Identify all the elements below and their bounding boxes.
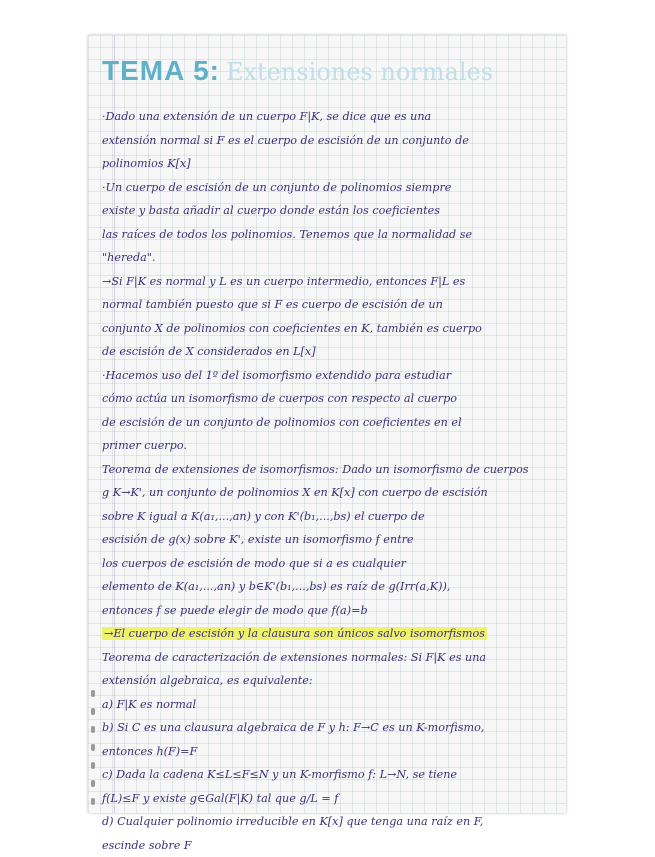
- binding-holes: [88, 690, 102, 810]
- note-text: sobre K igual a K(a₁,...,an) y con K'(b₁,...,bs) el cuerpo de: [102, 510, 425, 523]
- note-line: [102, 646, 558, 670]
- note-line: [102, 669, 558, 693]
- note-line: [102, 387, 558, 411]
- binding-hole: [91, 726, 95, 733]
- note-line: [102, 293, 558, 317]
- note-line: [102, 834, 558, 857]
- note-text: Teorema de caracterización de extensiones normales: Si F|K es una: [102, 651, 486, 664]
- note-line: [102, 552, 558, 576]
- note-text: las raíces de todos los polinomios. Tenemos que la normalidad se: [102, 228, 472, 241]
- note-text: primer cuerpo.: [102, 439, 187, 452]
- note-text: g K→K', un conjunto de polinomios X en K[x] con cuerpo de escisión: [102, 486, 488, 499]
- note-line: [102, 246, 558, 270]
- note-line: [102, 176, 558, 200]
- note-text: extensión normal si F es el cuerpo de escisión de un conjunto de: [102, 134, 469, 147]
- note-text: ·Hacemos uso del 1º del isomorfismo extendido para estudiar: [102, 369, 451, 382]
- note-line: [102, 270, 558, 294]
- binding-hole: [91, 690, 95, 697]
- note-text: entonces h(F)=F: [102, 745, 197, 758]
- note-line: [102, 105, 558, 129]
- note-line: [102, 199, 558, 223]
- title-main: TEMA 5:: [102, 55, 220, 86]
- note-line: [102, 716, 558, 740]
- notes-body: [102, 105, 558, 857]
- note-text: b) Si C es una clausura algebraica de F y h: F→C es un K-morfismo,: [102, 721, 484, 734]
- note-text: de escisión de un conjunto de polinomios con coeficientes en el: [102, 416, 462, 429]
- note-line: [102, 129, 558, 153]
- note-text: "hereda".: [102, 251, 155, 264]
- binding-hole: [91, 762, 95, 769]
- note-line: [102, 810, 558, 834]
- highlighted-text: →El cuerpo de escisión y la clausura son únicos salvo isomorfismos: [102, 627, 487, 640]
- binding-hole: [91, 744, 95, 751]
- note-text: f(L)≤F y existe g∈Gal(F|K) tal que g/L = f: [102, 792, 338, 805]
- binding-hole: [91, 708, 95, 715]
- note-text: extensión algebraica, es equivalente:: [102, 674, 313, 687]
- notebook-page: [88, 35, 566, 813]
- note-line: [102, 622, 558, 646]
- note-line: [102, 223, 558, 247]
- note-text: escisión de g(x) sobre K', existe un isomorfismo f entre: [102, 533, 414, 546]
- note-line: [102, 740, 558, 764]
- note-text: escinde sobre F: [102, 839, 192, 852]
- page-title: [102, 55, 493, 87]
- note-text: de escisión de X considerados en L[x]: [102, 345, 316, 358]
- note-line: [102, 505, 558, 529]
- note-text: d) Cualquier polinomio irreducible en K[x] que tenga una raíz en F,: [102, 815, 483, 828]
- note-text: entonces f se puede elegir de modo que f(a)=b: [102, 604, 368, 617]
- note-line: [102, 340, 558, 364]
- note-text: elemento de K(a₁,...,an) y b∈K'(b₁,...,bs) es raíz de g(Irr(a,K)),: [102, 580, 450, 593]
- note-line: [102, 152, 558, 176]
- note-line: [102, 364, 558, 388]
- note-text: ·Un cuerpo de escisión de un conjunto de polinomios siempre: [102, 181, 451, 194]
- note-line: [102, 458, 558, 482]
- note-text: →Si F|K es normal y L es un cuerpo intermedio, entonces F|L es: [102, 275, 465, 288]
- note-text: existe y basta añadir al cuerpo donde están los coeficientes: [102, 204, 440, 217]
- note-text: normal también puesto que si F es cuerpo de escisión de un: [102, 298, 443, 311]
- note-text: los cuerpos de escisión de modo que si a es cualquier: [102, 557, 406, 570]
- note-text: conjunto X de polinomios con coeficientes en K, también es cuerpo: [102, 322, 482, 335]
- note-line: [102, 317, 558, 341]
- note-text: c) Dada la cadena K≤L≤F≤N y un K-morfismo f: L→N, se tiene: [102, 768, 457, 781]
- note-line: [102, 575, 558, 599]
- note-line: [102, 481, 558, 505]
- note-line: [102, 763, 558, 787]
- note-text: Teorema de extensiones de isomorfismos: Dado un isomorfismo de cuerpos: [102, 463, 529, 476]
- note-line: [102, 599, 558, 623]
- title-subtitle: Extensiones normales: [226, 58, 493, 86]
- note-text: a) F|K es normal: [102, 698, 196, 711]
- note-text: cómo actúa un isomorfismo de cuerpos con respecto al cuerpo: [102, 392, 457, 405]
- note-line: [102, 528, 558, 552]
- note-text: ·Dado una extensión de un cuerpo F|K, se dice que es una: [102, 110, 431, 123]
- note-line: [102, 693, 558, 717]
- note-text: polinomios K[x]: [102, 157, 191, 170]
- note-line: [102, 787, 558, 811]
- binding-hole: [91, 798, 95, 805]
- binding-hole: [91, 780, 95, 787]
- note-line: [102, 434, 558, 458]
- note-line: [102, 411, 558, 435]
